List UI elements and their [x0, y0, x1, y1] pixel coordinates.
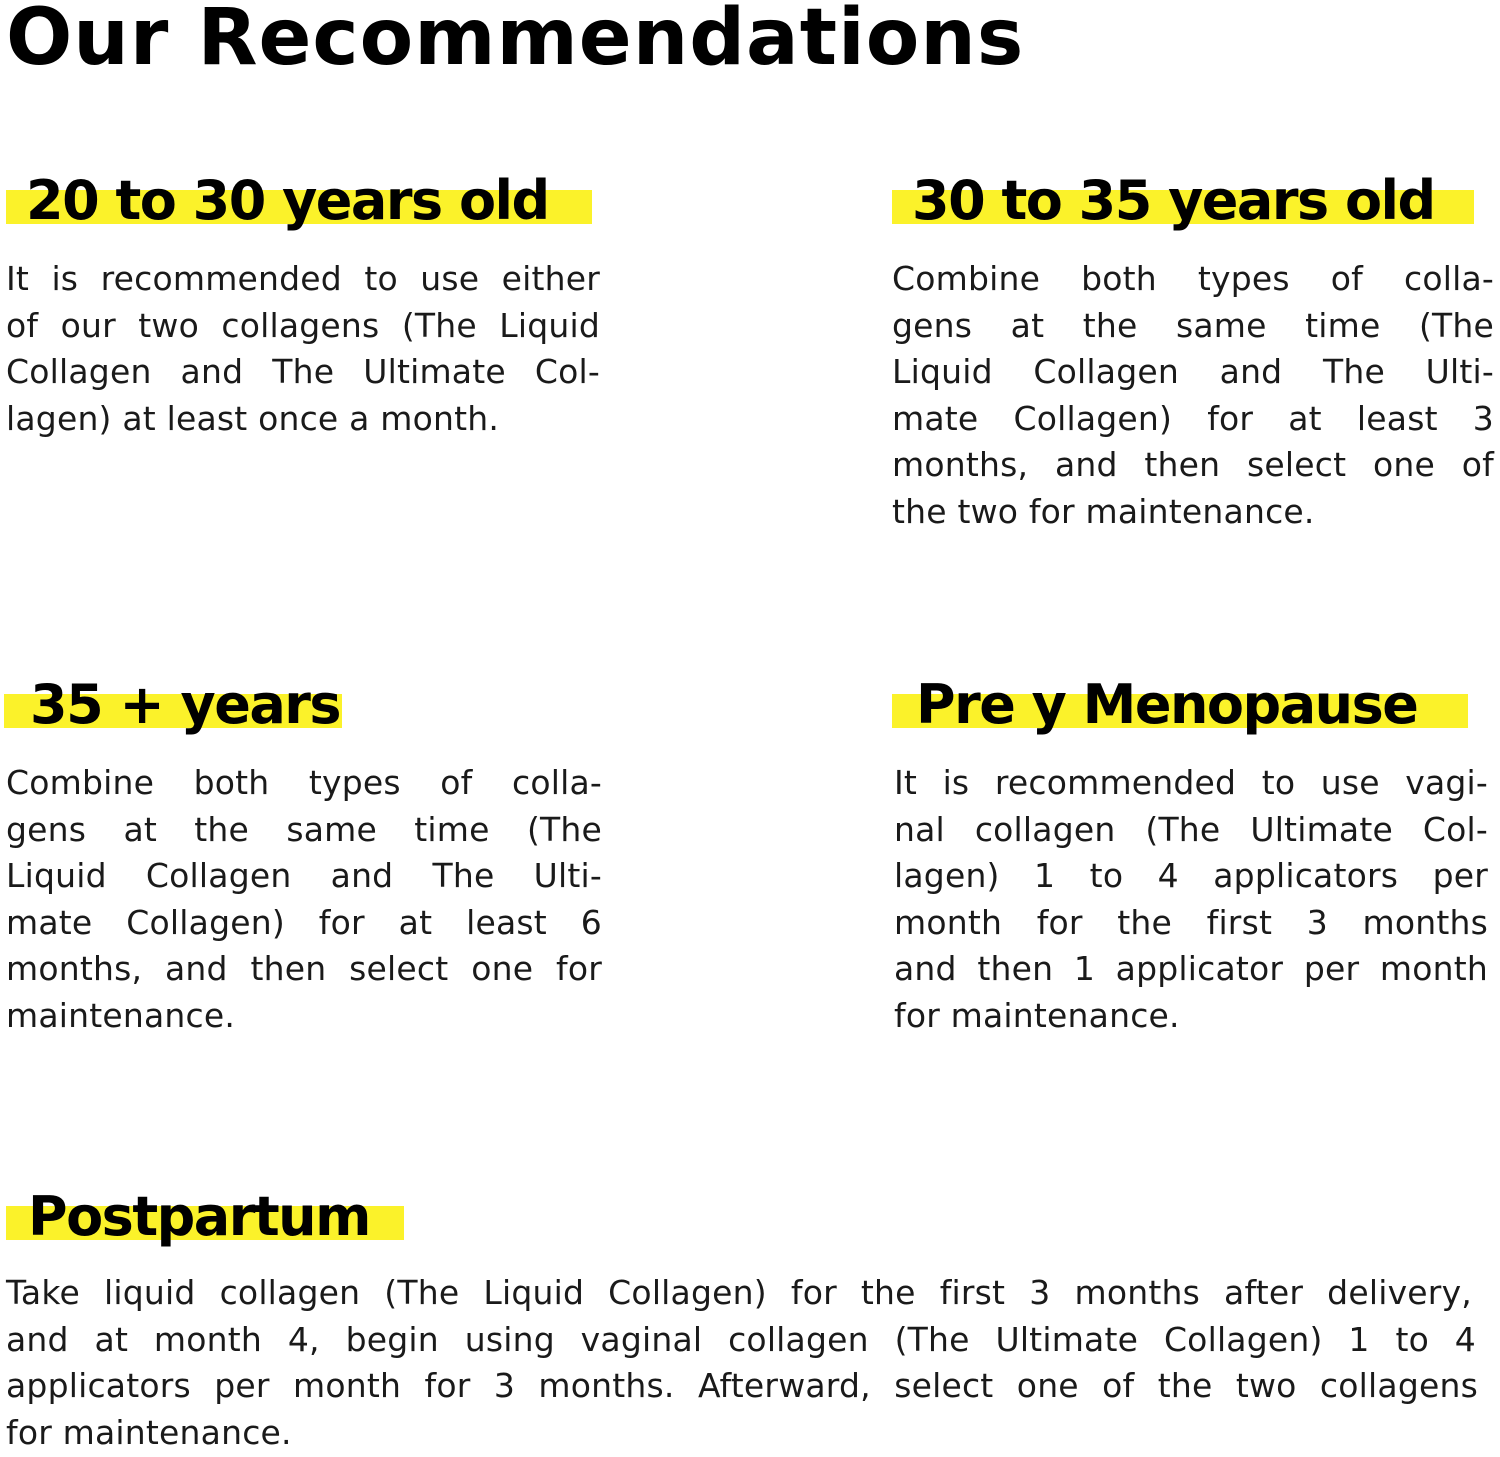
- body-line: months, and then select one for: [6, 949, 602, 988]
- section-heading: [892, 673, 1490, 736]
- body-line: Liquid Collagen and The Ulti-: [892, 352, 1494, 391]
- section-heading: [6, 169, 600, 232]
- body-line: mate Collagen) for at least 3: [892, 398, 1494, 438]
- section-heading: [892, 169, 1496, 232]
- body-line: lagen) 1 to 4 applicators per: [894, 856, 1488, 895]
- body-line: Take liquid collagen (The Liquid Collagen) for the first 3 months after delivery,: [6, 1273, 1472, 1312]
- section-body: [894, 760, 1488, 1039]
- body-line: applicators per month for 3 months. Afterward, select one of the two collagens: [6, 1366, 1478, 1405]
- section-20-to-30: [6, 169, 600, 442]
- body-line: lagen) at least once a month.: [6, 398, 500, 438]
- body-line: and then 1 applicator per month: [894, 949, 1488, 988]
- body-line: the two for maintenance.: [892, 491, 1315, 531]
- body-line: and at month 4, begin using vaginal collagen (The Ultimate Collagen) 1 to 4: [6, 1319, 1476, 1359]
- section-body: [892, 256, 1494, 535]
- body-line: nal collagen (The Ultimate Col-: [894, 809, 1488, 849]
- body-line: maintenance.: [6, 995, 236, 1035]
- body-line: mate Collagen) for at least 6: [6, 902, 602, 942]
- body-line: It is recommended to use vagi-: [894, 763, 1488, 802]
- body-line: of our two collagens (The Liquid: [6, 305, 600, 345]
- section-35-plus: [4, 673, 602, 1039]
- body-line: month for the first 3 months: [894, 902, 1488, 942]
- body-line: gens at the same time (The: [892, 305, 1494, 345]
- section-body: [6, 1270, 1482, 1456]
- body-line: Liquid Collagen and The Ulti-: [6, 856, 602, 895]
- body-line: It is recommended to use either: [6, 259, 600, 298]
- body-line: for maintenance.: [894, 995, 1180, 1035]
- page-title: Our Recommendations: [6, 0, 1025, 83]
- section-heading-text: 30 to 35 years old: [912, 169, 1435, 232]
- section-heading: [4, 673, 602, 736]
- section-body: [6, 256, 600, 442]
- section-heading-text: Pre y Menopause: [916, 673, 1418, 736]
- body-line: Combine both types of colla-: [892, 259, 1494, 298]
- section-heading-text: 20 to 30 years old: [26, 169, 549, 232]
- section-heading: [6, 1185, 1486, 1248]
- body-line: Combine both types of colla-: [6, 763, 602, 802]
- section-heading-text: 35 + years: [30, 673, 341, 736]
- body-line: Collagen and The Ultimate Col-: [6, 352, 600, 391]
- section-postpartum: [6, 1185, 1486, 1456]
- body-line: gens at the same time (The: [6, 809, 602, 849]
- body-line: months, and then select one of: [892, 445, 1494, 484]
- section-pre-menopause: [892, 673, 1490, 1039]
- body-line: for maintenance.: [6, 1412, 292, 1452]
- section-heading-text: Postpartum: [28, 1185, 370, 1248]
- section-body: [6, 760, 602, 1039]
- section-30-to-35: [892, 169, 1496, 535]
